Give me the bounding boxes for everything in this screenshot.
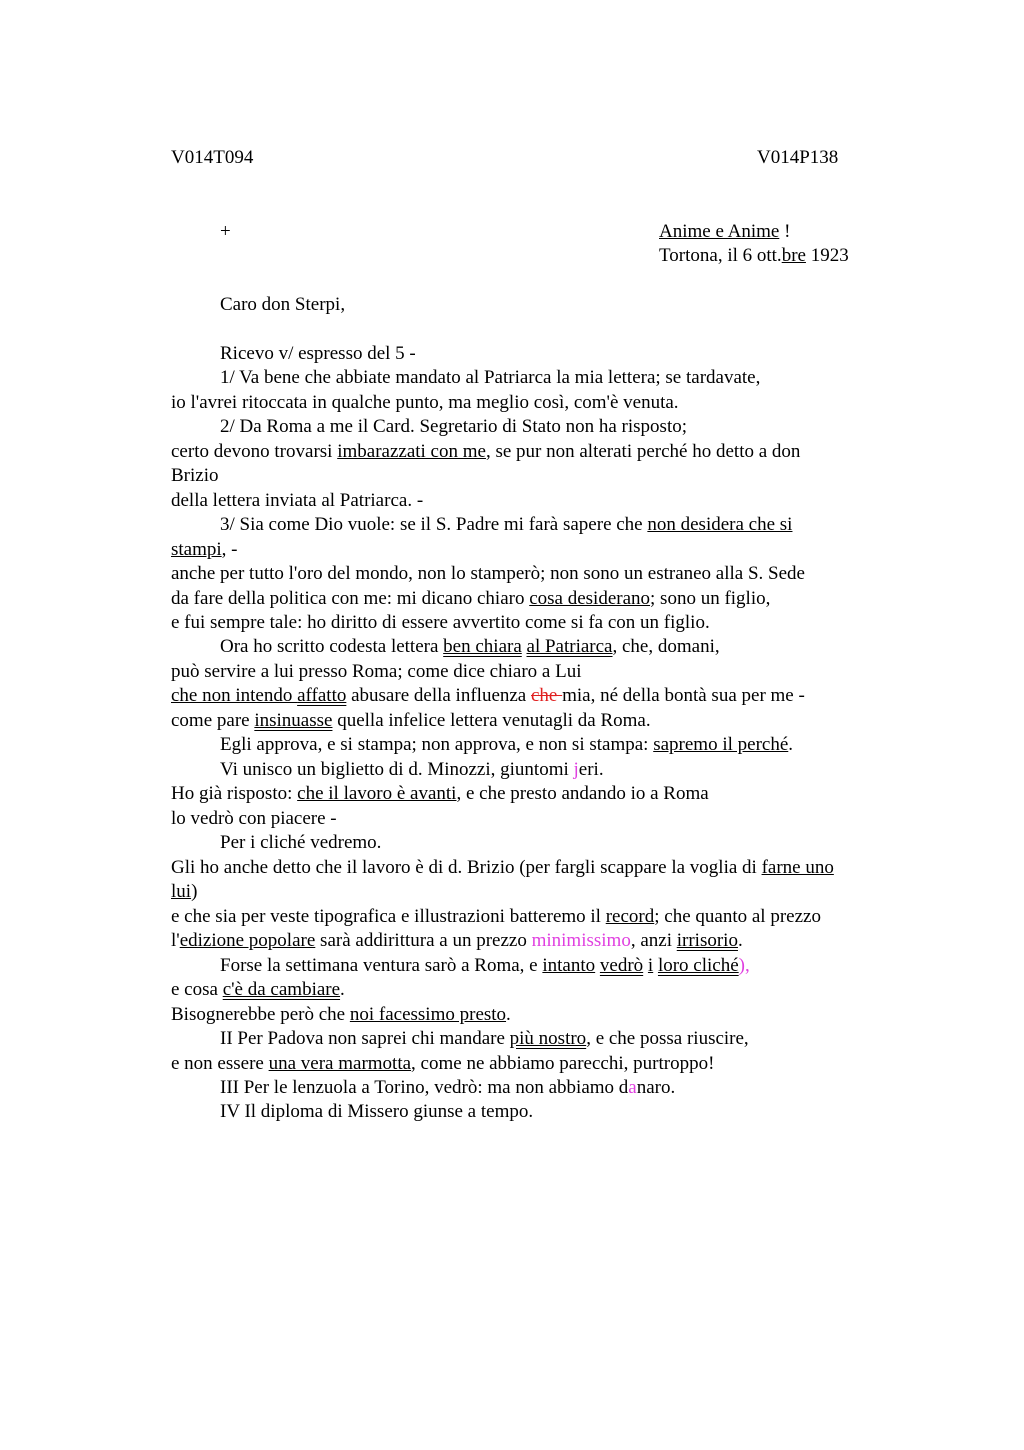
double-underlined-phrase: irrisorio bbox=[676, 930, 738, 951]
text-segment: certo devono trovarsi bbox=[171, 441, 338, 462]
text-segment: III Per le lenzuola a Torino, vedrò: ma non abbiamo d bbox=[220, 1077, 629, 1098]
text-line bbox=[171, 856, 834, 880]
date-line bbox=[659, 244, 849, 268]
text-line bbox=[171, 587, 770, 611]
text-segment: . bbox=[788, 734, 794, 755]
text-line bbox=[171, 1003, 511, 1027]
underlined-phrase: intanto bbox=[542, 955, 596, 976]
text-line bbox=[171, 1052, 714, 1076]
text-segment: l' bbox=[171, 930, 180, 951]
double-underlined-phrase: affatto bbox=[297, 685, 347, 706]
text-line: della lettera inviata al Patriarca. - bbox=[171, 490, 424, 511]
text-segment: II Per Padova non saprei chi mandare bbox=[220, 1028, 510, 1049]
salutation: Caro don Sterpi, bbox=[220, 294, 346, 315]
text-segment: , e che possa riuscire, bbox=[586, 1028, 749, 1049]
text-line bbox=[171, 880, 197, 904]
text-line: Brizio bbox=[171, 465, 219, 486]
underlined-phrase: noi facessimo presto bbox=[349, 1004, 507, 1025]
text-segment: Ho già risposto: bbox=[171, 783, 298, 804]
text-segment: sarà addirittura a un prezzo bbox=[315, 930, 532, 951]
text-line: lo vedrò con piacere - bbox=[171, 808, 337, 829]
underlined-phrase: non desidera che si bbox=[647, 514, 793, 535]
text-line bbox=[220, 1027, 749, 1051]
corrected-letter: j bbox=[573, 759, 579, 780]
date-year: 1923 bbox=[805, 245, 849, 266]
text-segment: e non essere bbox=[171, 1053, 269, 1074]
text-line bbox=[171, 905, 821, 929]
text-segment: eri. bbox=[578, 759, 604, 780]
text-segment: Bisognerebbe però che bbox=[171, 1004, 350, 1025]
underlined-phrase: farne uno bbox=[761, 857, 834, 878]
text-segment: , come ne abbiamo parecchi, purtroppo! bbox=[411, 1053, 715, 1074]
underlined-phrase: cosa desiderano bbox=[529, 588, 651, 609]
text-line bbox=[171, 684, 805, 708]
document-code-left: V014T094 bbox=[171, 147, 254, 168]
text-segment: . bbox=[340, 979, 345, 1000]
text-line: Ricevo v/ espresso del 5 - bbox=[220, 343, 416, 364]
text-line bbox=[171, 929, 743, 953]
motto-text: Anime e Anime bbox=[659, 221, 780, 242]
text-segment: . bbox=[737, 930, 743, 951]
date-abbr: bre bbox=[781, 245, 806, 266]
text-segment: Gli ho anche detto che il lavoro è di d. Brizio (per fargli scappare la voglia di bbox=[171, 857, 762, 878]
text-segment: , anzi bbox=[630, 930, 677, 951]
text-segment: e che sia per veste tipografica e illustrazioni batteremo il bbox=[171, 906, 606, 927]
text-segment: , se pur non alterati perché ho detto a don bbox=[485, 441, 801, 462]
underlined-phrase: imbarazzati con me bbox=[337, 441, 486, 462]
deleted-word: che bbox=[531, 685, 563, 706]
underlined-phrase: che non intendo bbox=[171, 685, 298, 706]
text-segment: Egli approva, e si stampa; non approva, e non si stampa: bbox=[220, 734, 654, 755]
text-line: anche per tutto l'oro del mondo, non lo stamperò; non sono un estraneo alla S. Sede bbox=[171, 563, 805, 584]
text-segment: quella infelice lettera venutagli da Roma. bbox=[332, 710, 651, 731]
text-line: IV Il diploma di Missero giunse a tempo. bbox=[220, 1101, 534, 1122]
double-underlined-phrase: ben chiara bbox=[443, 636, 522, 657]
underlined-phrase: lui bbox=[171, 881, 192, 902]
text-line bbox=[171, 440, 800, 464]
text-line: 1/ Va bene che abbiate mandato al Patriarca la mia lettera; se tardavate, bbox=[220, 367, 761, 388]
date-place: Tortona, il 6 ott. bbox=[659, 245, 782, 266]
text-line bbox=[171, 978, 345, 1002]
underlined-phrase: che il lavoro è avanti bbox=[297, 783, 457, 804]
text-segment: Ora ho scritto codesta lettera bbox=[220, 636, 444, 657]
motto-punct: ! bbox=[779, 221, 791, 242]
document-code-right: V014P138 bbox=[757, 147, 839, 168]
underlined-phrase: una vera marmotta bbox=[268, 1053, 412, 1074]
text-line bbox=[220, 635, 720, 659]
underlined-phrase: record bbox=[605, 906, 655, 927]
motto bbox=[659, 220, 790, 244]
text-line: e fui sempre tale: ho diritto di essere avvertito come si fa con un figlio. bbox=[171, 612, 710, 633]
double-underlined-phrase: insinuasse bbox=[254, 710, 333, 731]
text-line: 2/ Da Roma a me il Card. Segretario di Stato non ha risposto; bbox=[220, 416, 688, 437]
text-segment: ; sono un figlio, bbox=[650, 588, 771, 609]
text-segment: , e che presto andando io a Roma bbox=[456, 783, 709, 804]
text-segment: Forse la settimana ventura sarò a Roma, e bbox=[220, 955, 543, 976]
text-segment: da fare della politica con me: mi dicano chiaro bbox=[171, 588, 530, 609]
text-line bbox=[171, 782, 709, 806]
double-underlined-phrase: al Patriarca bbox=[526, 636, 613, 657]
text-line bbox=[171, 709, 651, 733]
text-segment: , che, domani, bbox=[612, 636, 720, 657]
text-line bbox=[220, 1076, 675, 1100]
text-segment: ) bbox=[191, 881, 198, 902]
text-line bbox=[171, 538, 238, 562]
text-segment: come pare bbox=[171, 710, 255, 731]
text-line: Per i cliché vedremo. bbox=[220, 832, 382, 853]
magenta-punct: ), bbox=[738, 955, 750, 976]
double-underlined-phrase: più nostro bbox=[509, 1028, 587, 1049]
cross-symbol: + bbox=[220, 221, 231, 242]
magenta-word: minimissimo bbox=[531, 930, 631, 951]
double-underlined-phrase: vedrò bbox=[599, 955, 644, 976]
underlined-phrase: sapremo il perché bbox=[653, 734, 789, 755]
text-segment: mia, né della bontà sua per me - bbox=[562, 685, 805, 706]
text-segment: , - bbox=[221, 539, 238, 560]
text-segment: abusare della influenza bbox=[346, 685, 531, 706]
text-line bbox=[220, 954, 750, 978]
underlined-phrase: i bbox=[647, 955, 654, 976]
corrected-letter: a bbox=[628, 1077, 637, 1098]
text-line: può servire a lui presso Roma; come dice chiaro a Lui bbox=[171, 661, 582, 682]
double-underlined-phrase: loro cliché bbox=[657, 955, 739, 976]
text-segment: . bbox=[506, 1004, 511, 1025]
double-underlined-phrase: c'è da cambiare bbox=[222, 979, 341, 1000]
text-segment: e cosa bbox=[171, 979, 223, 1000]
underlined-phrase: stampi bbox=[171, 539, 222, 560]
text-line: io l'avrei ritoccata in qualche punto, ma meglio così, com'è venuta. bbox=[171, 392, 679, 413]
text-line bbox=[220, 758, 604, 782]
text-segment: ; che quanto al prezzo bbox=[654, 906, 821, 927]
text-segment: 3/ Sia come Dio vuole: se il S. Padre mi farà sapere che bbox=[220, 514, 648, 535]
text-line bbox=[220, 513, 792, 537]
text-segment: Vi unisco un biglietto di d. Minozzi, giuntomi bbox=[220, 759, 574, 780]
text-line bbox=[220, 733, 793, 757]
text-segment: naro. bbox=[636, 1077, 676, 1098]
underlined-phrase: edizione popolare bbox=[179, 930, 316, 951]
